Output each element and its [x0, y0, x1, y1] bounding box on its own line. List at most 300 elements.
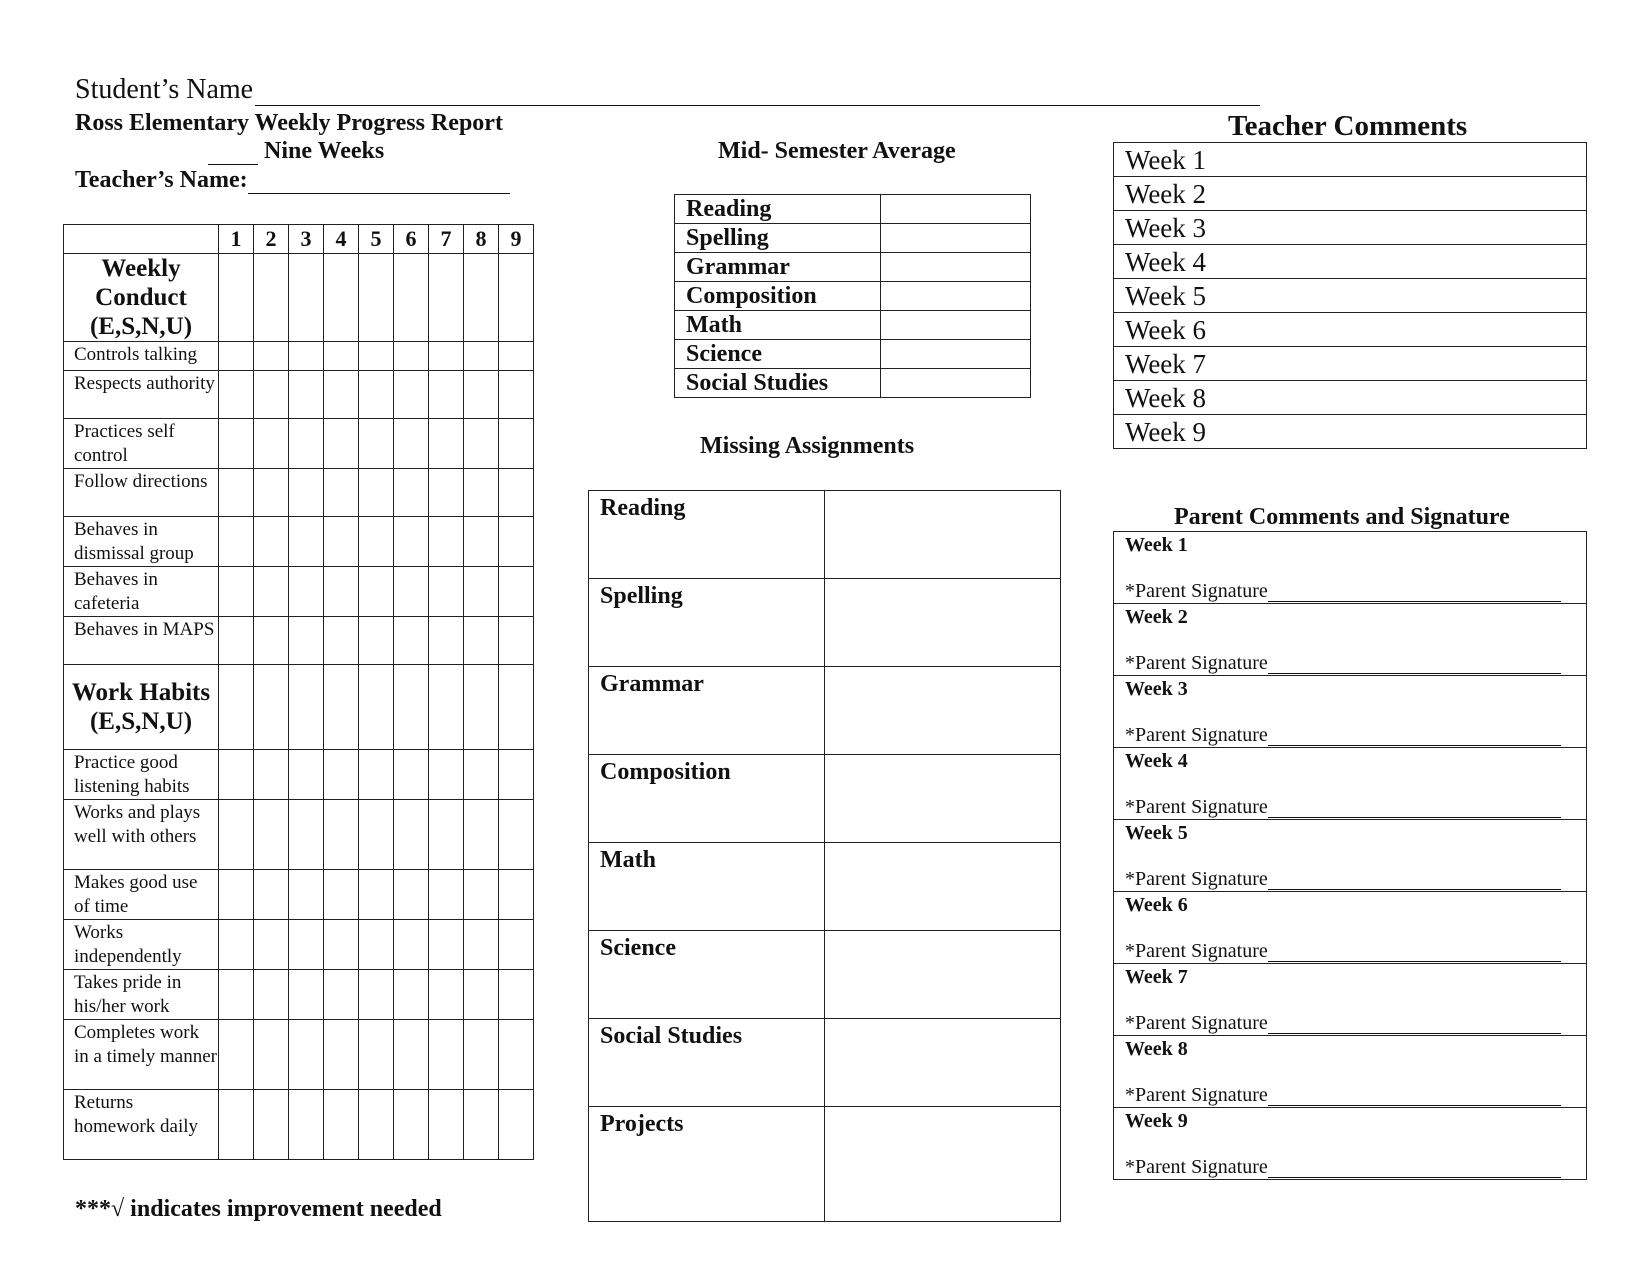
mid-semester-title: Mid- Semester Average — [718, 138, 956, 164]
parent-signature-line[interactable] — [1268, 945, 1561, 962]
parent-signature-label: *Parent Signature — [1125, 940, 1268, 962]
parent-comment-cell[interactable] — [1114, 676, 1587, 748]
grade-cell-week-3[interactable] — [289, 800, 324, 870]
teacher-comment-row[interactable] — [1114, 245, 1587, 279]
missing-assignment-subject: Grammar — [589, 667, 825, 755]
mid-semester-subject: Reading — [675, 195, 881, 224]
grade-cell-week-8[interactable] — [464, 920, 499, 970]
grade-cell-week-8[interactable] — [464, 617, 499, 665]
grade-cell-week-5[interactable] — [359, 870, 394, 920]
parent-comment-week: Week 1 — [1125, 534, 1188, 556]
nine-weeks-blank[interactable] — [208, 144, 258, 165]
mid-semester-average-cell[interactable] — [881, 282, 1031, 311]
grade-cell-week-8[interactable] — [464, 254, 499, 342]
nine-weeks-label: Nine Weeks — [264, 138, 385, 164]
mid-semester-row — [675, 369, 1031, 398]
grade-cell-week-3[interactable] — [289, 469, 324, 517]
grade-cell-week-9[interactable] — [499, 1020, 534, 1090]
grade-cell-week-6[interactable] — [394, 750, 429, 800]
parent-comment-week: Week 3 — [1125, 678, 1188, 700]
grade-cell-week-8[interactable] — [464, 750, 499, 800]
teacher-comment-week[interactable]: Week 6 — [1114, 313, 1587, 347]
student-name-field[interactable] — [75, 74, 1260, 106]
grade-cell-week-9[interactable] — [499, 870, 534, 920]
grade-cell-week-9[interactable] — [499, 920, 534, 970]
grade-cell-week-9[interactable] — [499, 617, 534, 665]
grade-cell-week-2[interactable] — [254, 1020, 289, 1090]
mid-semester-row — [675, 253, 1031, 282]
grade-cell-week-3[interactable] — [289, 567, 324, 617]
teacher-comment-row[interactable] — [1114, 347, 1587, 381]
grade-cell-week-5[interactable] — [359, 1090, 394, 1160]
grade-cell-week-6[interactable] — [394, 870, 429, 920]
grade-cell-week-7[interactable] — [429, 254, 464, 342]
grade-cell-week-1[interactable] — [219, 617, 254, 665]
grade-cell-week-6[interactable] — [394, 665, 429, 750]
grade-cell-week-6[interactable] — [394, 419, 429, 469]
grade-cell-week-3[interactable] — [289, 254, 324, 342]
grade-cell-week-1[interactable] — [219, 920, 254, 970]
grade-cell-week-2[interactable] — [254, 371, 289, 419]
parent-comment-cell[interactable] — [1114, 1036, 1587, 1108]
student-name-line[interactable] — [255, 81, 1260, 106]
mid-semester-average-cell[interactable] — [881, 195, 1031, 224]
parent-comment-cell[interactable] — [1114, 748, 1587, 820]
missing-assignment-cell[interactable] — [825, 755, 1061, 843]
grade-cell-week-2[interactable] — [254, 342, 289, 371]
grade-cell-week-8[interactable] — [464, 567, 499, 617]
work-habits-heading: Work Habits (E,S,N,U) — [64, 665, 219, 750]
work-habit-label: Returns homework daily — [64, 1090, 219, 1160]
grade-cell-week-4[interactable] — [324, 342, 359, 371]
work-habit-label: Practice good listening habits — [64, 750, 219, 800]
grade-cell-week-3[interactable] — [289, 665, 324, 750]
conduct-item-label: Follow directions — [64, 469, 219, 517]
behavior-row — [64, 469, 534, 517]
parent-signature-label: *Parent Signature — [1125, 724, 1268, 746]
grade-cell-week-2[interactable] — [254, 920, 289, 970]
parent-comment-cell[interactable] — [1114, 1108, 1587, 1180]
teacher-comment-week[interactable]: Week 4 — [1114, 245, 1587, 279]
grade-cell-week-2[interactable] — [254, 517, 289, 567]
parent-signature-label: *Parent Signature — [1125, 868, 1268, 890]
mid-semester-average-cell[interactable] — [881, 253, 1031, 282]
mid-semester-subject: Spelling — [675, 224, 881, 253]
grade-cell-week-9[interactable] — [499, 342, 534, 371]
conduct-item-label: Behaves in dismissal group — [64, 517, 219, 567]
missing-assignment-subject: Composition — [589, 755, 825, 843]
work-habit-label: Works independently — [64, 920, 219, 970]
grade-cell-week-9[interactable] — [499, 371, 534, 419]
mid-semester-average-cell[interactable] — [881, 340, 1031, 369]
teacher-comment-row[interactable] — [1114, 381, 1587, 415]
grade-cell-week-2[interactable] — [254, 665, 289, 750]
grade-cell-week-2[interactable] — [254, 469, 289, 517]
parent-signature-field[interactable] — [1125, 724, 1586, 746]
improvement-note: ***√ indicates improvement needed — [75, 1196, 442, 1222]
mid-semester-row — [675, 224, 1031, 253]
grade-cell-week-6[interactable] — [394, 970, 429, 1020]
parent-comment-cell[interactable] — [1114, 820, 1587, 892]
grade-cell-week-3[interactable] — [289, 1090, 324, 1160]
grade-cell-week-9[interactable] — [499, 419, 534, 469]
grade-cell-week-2[interactable] — [254, 800, 289, 870]
grade-cell-week-5[interactable] — [359, 517, 394, 567]
mid-semester-average-cell[interactable] — [881, 311, 1031, 340]
grade-cell-week-8[interactable] — [464, 517, 499, 567]
corner-cell — [64, 225, 219, 254]
grade-cell-week-7[interactable] — [429, 665, 464, 750]
grade-cell-week-6[interactable] — [394, 469, 429, 517]
behavior-row — [64, 342, 534, 371]
teacher-comment-week[interactable]: Week 7 — [1114, 347, 1587, 381]
grade-cell-week-4[interactable] — [324, 970, 359, 1020]
parent-comment-week: Week 9 — [1125, 1110, 1188, 1132]
grade-cell-week-9[interactable] — [499, 800, 534, 870]
grade-cell-week-4[interactable] — [324, 567, 359, 617]
grade-cell-week-7[interactable] — [429, 419, 464, 469]
conduct-item-label: Behaves in MAPS — [64, 617, 219, 665]
grade-cell-week-1[interactable] — [219, 870, 254, 920]
teacher-comment-row[interactable] — [1114, 211, 1587, 245]
parent-signature-line[interactable] — [1268, 1089, 1561, 1106]
grade-cell-week-8[interactable] — [464, 371, 499, 419]
grade-cell-week-3[interactable] — [289, 342, 324, 371]
grade-cell-week-9[interactable] — [499, 254, 534, 342]
mid-semester-subject: Grammar — [675, 253, 881, 282]
week-header-1: 1 — [219, 225, 254, 254]
grade-cell-week-1[interactable] — [219, 371, 254, 419]
behavior-row — [64, 920, 534, 970]
grade-cell-week-4[interactable] — [324, 254, 359, 342]
grade-cell-week-7[interactable] — [429, 617, 464, 665]
grade-cell-week-4[interactable] — [324, 1090, 359, 1160]
grade-cell-week-7[interactable] — [429, 970, 464, 1020]
conduct-item-label: Controls talking — [64, 342, 219, 371]
parent-signature-line[interactable] — [1268, 801, 1561, 818]
grade-cell-week-8[interactable] — [464, 419, 499, 469]
teacher-comment-week[interactable]: Week 2 — [1114, 177, 1587, 211]
report-title: Ross Elementary Weekly Progress Report — [75, 110, 503, 136]
missing-assignment-row — [589, 843, 1061, 931]
mid-semester-subject: Composition — [675, 282, 881, 311]
missing-assignment-row — [589, 667, 1061, 755]
missing-assignment-subject: Science — [589, 931, 825, 1019]
grade-cell-week-6[interactable] — [394, 1020, 429, 1090]
grade-cell-week-6[interactable] — [394, 920, 429, 970]
work-habit-label: Makes good use of time — [64, 870, 219, 920]
grade-cell-week-2[interactable] — [254, 419, 289, 469]
behavior-row — [64, 970, 534, 1020]
grade-cell-week-7[interactable] — [429, 517, 464, 567]
parent-comment-cell[interactable] — [1114, 532, 1587, 604]
grade-cell-week-4[interactable] — [324, 800, 359, 870]
missing-assignment-subject: Math — [589, 843, 825, 931]
teacher-name-label: Teacher’s Name: — [75, 167, 248, 193]
missing-assignment-cell[interactable] — [825, 1019, 1061, 1107]
weekly-conduct-heading: Weekly Conduct (E,S,N,U) — [64, 254, 219, 342]
parent-signature-field[interactable] — [1125, 868, 1586, 890]
parent-signature-label: *Parent Signature — [1125, 1156, 1268, 1178]
parent-comment-row — [1114, 748, 1587, 820]
grade-cell-week-3[interactable] — [289, 419, 324, 469]
grade-cell-week-8[interactable] — [464, 1020, 499, 1090]
missing-assignment-row — [589, 1019, 1061, 1107]
parent-signature-line[interactable] — [1268, 585, 1561, 602]
parent-signature-label: *Parent Signature — [1125, 796, 1268, 818]
teacher-comment-week[interactable]: Week 9 — [1114, 415, 1587, 449]
parent-comments-table — [1113, 531, 1587, 1180]
grade-cell-week-5[interactable] — [359, 920, 394, 970]
grade-cell-week-5[interactable] — [359, 469, 394, 517]
grade-cell-week-4[interactable] — [324, 750, 359, 800]
grade-cell-week-6[interactable] — [394, 617, 429, 665]
grade-cell-week-1[interactable] — [219, 342, 254, 371]
teacher-comments-table — [1113, 142, 1587, 449]
grade-cell-week-1[interactable] — [219, 970, 254, 1020]
grade-cell-week-8[interactable] — [464, 342, 499, 371]
grade-cell-week-5[interactable] — [359, 342, 394, 371]
parent-comment-row — [1114, 604, 1587, 676]
grade-cell-week-4[interactable] — [324, 517, 359, 567]
parent-comment-row — [1114, 892, 1587, 964]
grade-cell-week-2[interactable] — [254, 617, 289, 665]
teacher-comment-week[interactable]: Week 3 — [1114, 211, 1587, 245]
parent-signature-field[interactable] — [1125, 1012, 1586, 1034]
grade-cell-week-5[interactable] — [359, 254, 394, 342]
grade-cell-week-6[interactable] — [394, 517, 429, 567]
week-header-9: 9 — [499, 225, 534, 254]
grade-cell-week-2[interactable] — [254, 254, 289, 342]
grade-cell-week-3[interactable] — [289, 1020, 324, 1090]
missing-assignment-cell[interactable] — [825, 579, 1061, 667]
missing-assignment-cell[interactable] — [825, 491, 1061, 579]
behavior-row — [64, 800, 534, 870]
grade-cell-week-4[interactable] — [324, 920, 359, 970]
teacher-name-line[interactable] — [248, 173, 510, 194]
grade-cell-week-9[interactable] — [499, 469, 534, 517]
behavior-row — [64, 567, 534, 617]
grade-cell-week-6[interactable] — [394, 1090, 429, 1160]
parent-comment-row — [1114, 676, 1587, 748]
grade-cell-week-1[interactable] — [219, 254, 254, 342]
mid-semester-subject: Science — [675, 340, 881, 369]
parent-comment-cell[interactable] — [1114, 892, 1587, 964]
grade-cell-week-1[interactable] — [219, 750, 254, 800]
parent-comment-week: Week 8 — [1125, 1038, 1188, 1060]
parent-comments-title: Parent Comments and Signature — [1174, 504, 1510, 530]
parent-comment-week: Week 4 — [1125, 750, 1188, 772]
grade-cell-week-1[interactable] — [219, 1090, 254, 1160]
grade-cell-week-8[interactable] — [464, 970, 499, 1020]
parent-signature-field[interactable] — [1125, 1084, 1586, 1106]
grade-cell-week-4[interactable] — [324, 419, 359, 469]
grade-cell-week-5[interactable] — [359, 371, 394, 419]
grade-cell-week-3[interactable] — [289, 617, 324, 665]
parent-signature-field[interactable] — [1125, 940, 1586, 962]
conduct-item-label: Respects authority — [64, 371, 219, 419]
parent-comment-cell[interactable] — [1114, 964, 1587, 1036]
parent-comment-row — [1114, 1036, 1587, 1108]
mid-semester-subject: Math — [675, 311, 881, 340]
parent-comment-row — [1114, 964, 1587, 1036]
teacher-name-field[interactable] — [75, 167, 510, 194]
grade-cell-week-6[interactable] — [394, 567, 429, 617]
grade-cell-week-2[interactable] — [254, 970, 289, 1020]
grade-cell-week-7[interactable] — [429, 567, 464, 617]
behavior-grid — [63, 224, 534, 1160]
grade-cell-week-5[interactable] — [359, 419, 394, 469]
grade-cell-week-8[interactable] — [464, 870, 499, 920]
missing-assignment-row — [589, 1107, 1061, 1222]
grade-cell-week-5[interactable] — [359, 617, 394, 665]
grade-cell-week-8[interactable] — [464, 469, 499, 517]
grade-cell-week-5[interactable] — [359, 1020, 394, 1090]
grade-cell-week-5[interactable] — [359, 750, 394, 800]
week-header-8: 8 — [464, 225, 499, 254]
parent-signature-line[interactable] — [1268, 1017, 1561, 1034]
grade-cell-week-5[interactable] — [359, 970, 394, 1020]
grade-cell-week-2[interactable] — [254, 870, 289, 920]
behavior-row — [64, 1090, 534, 1160]
grade-cell-week-6[interactable] — [394, 371, 429, 419]
teacher-comment-row[interactable] — [1114, 279, 1587, 313]
grade-cell-week-7[interactable] — [429, 870, 464, 920]
grade-cell-week-4[interactable] — [324, 469, 359, 517]
work-habit-label: Works and plays well with others — [64, 800, 219, 870]
grade-cell-week-1[interactable] — [219, 800, 254, 870]
grade-cell-week-9[interactable] — [499, 1090, 534, 1160]
parent-comment-row — [1114, 1108, 1587, 1180]
grade-cell-week-2[interactable] — [254, 567, 289, 617]
grade-cell-week-4[interactable] — [324, 1020, 359, 1090]
mid-semester-row — [675, 311, 1031, 340]
grade-cell-week-4[interactable] — [324, 870, 359, 920]
week-header-4: 4 — [324, 225, 359, 254]
parent-comment-week: Week 5 — [1125, 822, 1188, 844]
grade-cell-week-3[interactable] — [289, 371, 324, 419]
grade-cell-week-4[interactable] — [324, 371, 359, 419]
mid-semester-average-cell[interactable] — [881, 224, 1031, 253]
grade-cell-week-7[interactable] — [429, 1090, 464, 1160]
grade-cell-week-1[interactable] — [219, 469, 254, 517]
mid-semester-average-cell[interactable] — [881, 369, 1031, 398]
missing-assignment-subject: Projects — [589, 1107, 825, 1222]
parent-signature-field[interactable] — [1125, 580, 1586, 602]
grade-cell-week-6[interactable] — [394, 800, 429, 870]
conduct-item-label: Practices self control — [64, 419, 219, 469]
parent-signature-label: *Parent Signature — [1125, 580, 1268, 602]
grade-cell-week-8[interactable] — [464, 665, 499, 750]
parent-signature-line[interactable] — [1268, 729, 1561, 746]
teacher-comment-row[interactable] — [1114, 415, 1587, 449]
teacher-comment-week[interactable]: Week 8 — [1114, 381, 1587, 415]
grade-cell-week-6[interactable] — [394, 254, 429, 342]
week-header-row — [64, 225, 534, 254]
behavior-row — [64, 870, 534, 920]
missing-assignment-cell[interactable] — [825, 931, 1061, 1019]
week-header-6: 6 — [394, 225, 429, 254]
grade-cell-week-7[interactable] — [429, 920, 464, 970]
teacher-comment-week[interactable]: Week 5 — [1114, 279, 1587, 313]
mid-semester-table — [674, 194, 1031, 398]
parent-signature-field[interactable] — [1125, 652, 1586, 674]
grade-cell-week-7[interactable] — [429, 371, 464, 419]
grade-cell-week-1[interactable] — [219, 567, 254, 617]
grade-cell-week-5[interactable] — [359, 567, 394, 617]
missing-assignment-row — [589, 755, 1061, 843]
grade-cell-week-3[interactable] — [289, 517, 324, 567]
grade-cell-week-7[interactable] — [429, 469, 464, 517]
grade-cell-week-3[interactable] — [289, 750, 324, 800]
grade-cell-week-3[interactable] — [289, 920, 324, 970]
grade-cell-week-3[interactable] — [289, 970, 324, 1020]
grade-cell-week-1[interactable] — [219, 517, 254, 567]
missing-assignment-row — [589, 491, 1061, 579]
grade-cell-week-1[interactable] — [219, 1020, 254, 1090]
grade-cell-week-9[interactable] — [499, 567, 534, 617]
grade-cell-week-2[interactable] — [254, 1090, 289, 1160]
teacher-comment-row[interactable] — [1114, 143, 1587, 177]
grade-cell-week-9[interactable] — [499, 665, 534, 750]
grade-cell-week-9[interactable] — [499, 970, 534, 1020]
teacher-comment-row[interactable] — [1114, 313, 1587, 347]
missing-assignment-cell[interactable] — [825, 1107, 1061, 1222]
parent-comment-week: Week 6 — [1125, 894, 1188, 916]
grade-cell-week-5[interactable] — [359, 665, 394, 750]
grade-cell-week-8[interactable] — [464, 800, 499, 870]
missing-assignment-cell[interactable] — [825, 667, 1061, 755]
mid-semester-row — [675, 340, 1031, 369]
grade-cell-week-7[interactable] — [429, 750, 464, 800]
parent-signature-label: *Parent Signature — [1125, 1012, 1268, 1034]
behavior-row — [64, 517, 534, 567]
missing-assignment-cell[interactable] — [825, 843, 1061, 931]
parent-signature-field[interactable] — [1125, 1156, 1586, 1178]
behavior-row — [64, 1020, 534, 1090]
grade-cell-week-3[interactable] — [289, 870, 324, 920]
grade-cell-week-8[interactable] — [464, 1090, 499, 1160]
teacher-comment-row[interactable] — [1114, 177, 1587, 211]
parent-comment-cell[interactable] — [1114, 604, 1587, 676]
parent-signature-field[interactable] — [1125, 796, 1586, 818]
week-header-2: 2 — [254, 225, 289, 254]
grade-cell-week-5[interactable] — [359, 800, 394, 870]
teacher-comment-week[interactable]: Week 1 — [1114, 143, 1587, 177]
parent-signature-line[interactable] — [1268, 1161, 1561, 1178]
grade-cell-week-4[interactable] — [324, 665, 359, 750]
grade-cell-week-9[interactable] — [499, 517, 534, 567]
parent-comment-row — [1114, 532, 1587, 604]
grade-cell-week-6[interactable] — [394, 342, 429, 371]
grade-cell-week-2[interactable] — [254, 750, 289, 800]
grade-cell-week-7[interactable] — [429, 342, 464, 371]
grade-cell-week-1[interactable] — [219, 665, 254, 750]
parent-signature-line[interactable] — [1268, 657, 1561, 674]
student-name-label: Student’s Name — [75, 74, 254, 105]
teacher-comments-title: Teacher Comments — [1228, 110, 1468, 142]
missing-assignments-title: Missing Assignments — [700, 433, 915, 459]
parent-signature-line[interactable] — [1268, 873, 1561, 890]
grade-cell-week-1[interactable] — [219, 419, 254, 469]
behavior-row — [64, 419, 534, 469]
grade-cell-week-7[interactable] — [429, 1020, 464, 1090]
conduct-item-label: Behaves in cafeteria — [64, 567, 219, 617]
week-header-3: 3 — [289, 225, 324, 254]
grade-cell-week-7[interactable] — [429, 800, 464, 870]
grade-cell-week-9[interactable] — [499, 750, 534, 800]
grade-cell-week-4[interactable] — [324, 617, 359, 665]
